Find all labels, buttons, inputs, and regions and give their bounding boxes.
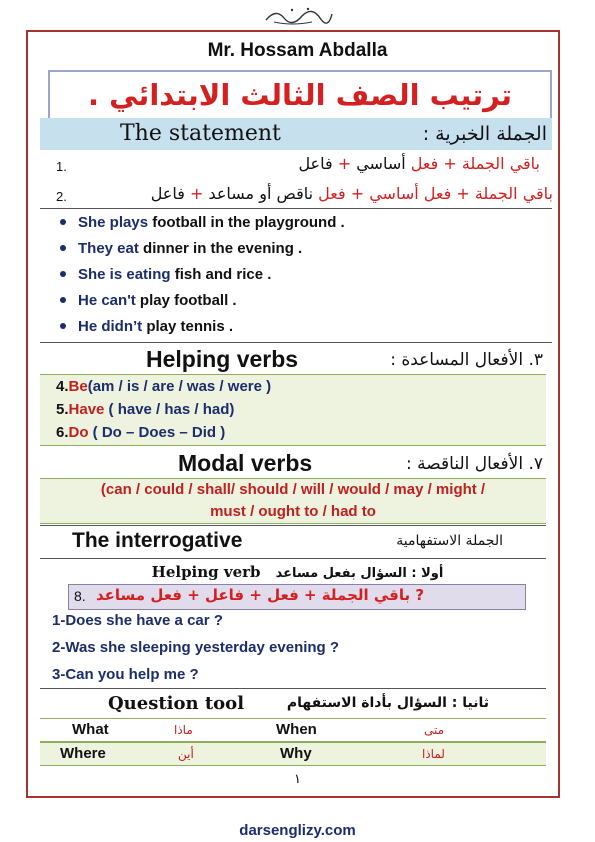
rule-part: +: [438, 154, 462, 173]
example-subject-verb: She is eating: [78, 266, 175, 283]
rule-part: ناقص أو مساعد: [203, 184, 319, 203]
example-subject-verb: She plays: [78, 214, 153, 231]
example-sentence: [60, 266, 271, 283]
example-sentence: [60, 292, 237, 309]
line-number: 5.: [56, 401, 69, 418]
page-title: ترتيب الصف الثالث الابتدائي .: [87, 78, 513, 112]
rule-part: +: [332, 154, 352, 173]
first-method-ar: أولا : السؤال بفعل مساعد: [275, 566, 444, 581]
rule-part: فاعل: [298, 154, 333, 173]
example-rest: play football .: [139, 292, 237, 309]
page-number: ١: [294, 772, 301, 787]
bullet-icon: [60, 271, 66, 277]
helping-verbs-heading-ar: ٣. الأفعال المساعدة :: [390, 350, 543, 370]
modal-verbs-line-2: must / ought to / had to: [210, 503, 376, 520]
modal-verbs-line-1: (can / could / shall/ should / will / would / may / might /: [100, 481, 486, 498]
divider: [40, 208, 552, 209]
question-example: 2-Was she sleeping yesterday evening ?: [52, 639, 340, 656]
question-word-en: Why: [280, 745, 312, 762]
verb-forms: ( Do – Does – Did ): [88, 424, 226, 441]
example-subject-verb: He can't: [78, 292, 140, 309]
site-logo: [262, 4, 334, 26]
example-rest: dinner in the evening .: [143, 240, 303, 257]
rule-part: فعل: [318, 184, 346, 203]
rule-part: فاعل: [150, 184, 185, 203]
rule-number-8: 8.: [74, 588, 86, 604]
interrogative-heading-en: The interrogative: [72, 529, 243, 552]
rule-part: فعل: [410, 154, 439, 173]
rule-part: باقي الجملة: [461, 154, 540, 173]
rule-part: باقي الجملة: [474, 184, 553, 203]
example-sentence: [60, 240, 302, 257]
divider: [40, 558, 546, 559]
interrogative-heading-ar: الجملة الاستفهامية: [396, 533, 503, 549]
helping-verb-label: Helping verb: [151, 563, 261, 581]
bullet-icon: [60, 323, 66, 329]
page-title-box: [48, 70, 552, 120]
question-word-ar: لماذا: [422, 747, 445, 761]
verb-name: Have: [68, 401, 105, 418]
example-rest: play tennis .: [146, 318, 234, 335]
example-subject-verb: He didn’t: [78, 318, 147, 335]
question-example: 3-Can you help me ?: [52, 666, 199, 683]
divider: [40, 525, 546, 526]
bullet-icon: [60, 297, 66, 303]
statement-heading-en: The statement: [120, 121, 281, 146]
example-sentence: [60, 214, 345, 231]
question-tool-heading-ar: ثانيا : السؤال بأداة الاستفهام: [286, 695, 489, 711]
verb-name: Be: [68, 378, 88, 395]
question-word-ar: ماذا: [174, 723, 193, 737]
bullet-icon: [60, 245, 66, 251]
rule-number-2: 2.: [56, 189, 67, 204]
statement-rule-2: [53, 184, 553, 203]
question-word-ar: أين: [178, 747, 194, 761]
verb-name: Do: [68, 424, 89, 441]
table-row: [40, 718, 546, 742]
question-word-ar: متى: [424, 723, 445, 737]
rule-part: +: [345, 184, 365, 203]
question-rule-ar: ? باقي الجملة + فعل + فاعل + فعل مساعد: [96, 586, 425, 604]
rule-part: أساسي: [351, 154, 411, 173]
line-number: 4.: [56, 378, 69, 395]
statement-heading-ar: الجملة الخبرية :: [422, 123, 547, 145]
verb-forms: ( have / has / had): [104, 401, 235, 418]
footer-website: darsenglizy.com: [239, 822, 356, 839]
modal-verbs-heading-ar: ٧. الأفعال الناقصة :: [406, 454, 543, 474]
example-sentence: [60, 318, 233, 335]
question-tool-heading-en: Question tool: [108, 693, 245, 714]
bullet-icon: [60, 219, 66, 225]
divider: [40, 342, 552, 343]
verb-forms: (am / is / are / was / were ): [87, 378, 272, 395]
helping-verb-line: [56, 378, 271, 395]
example-subject-verb: They eat: [78, 240, 144, 257]
first-method-line: [0, 562, 595, 581]
question-word-en: When: [276, 721, 317, 738]
rule-part: فعل: [423, 184, 452, 203]
example-rest: fish and rice .: [174, 266, 272, 283]
statement-rule-1: [40, 154, 540, 173]
rule-part: +: [451, 184, 475, 203]
rule-part: +: [184, 184, 204, 203]
question-word-en: Where: [60, 745, 106, 762]
rule-number-1: 1.: [56, 159, 67, 174]
question-example: 1-Does she have a car ?: [52, 612, 223, 629]
example-rest: football in the playground .: [152, 214, 345, 231]
teacher-name: Mr. Hossam Abdalla: [207, 40, 388, 61]
divider: [40, 688, 546, 689]
helping-verbs-heading-en: Helping verbs: [146, 346, 299, 372]
table-row: [40, 742, 546, 766]
line-number: 6.: [56, 424, 69, 441]
rule-part: أساسي: [364, 184, 424, 203]
question-word-en: What: [72, 721, 109, 738]
helping-verb-line: [56, 401, 234, 418]
modal-verbs-heading-en: Modal verbs: [178, 450, 313, 476]
helping-verb-line: [56, 424, 225, 441]
